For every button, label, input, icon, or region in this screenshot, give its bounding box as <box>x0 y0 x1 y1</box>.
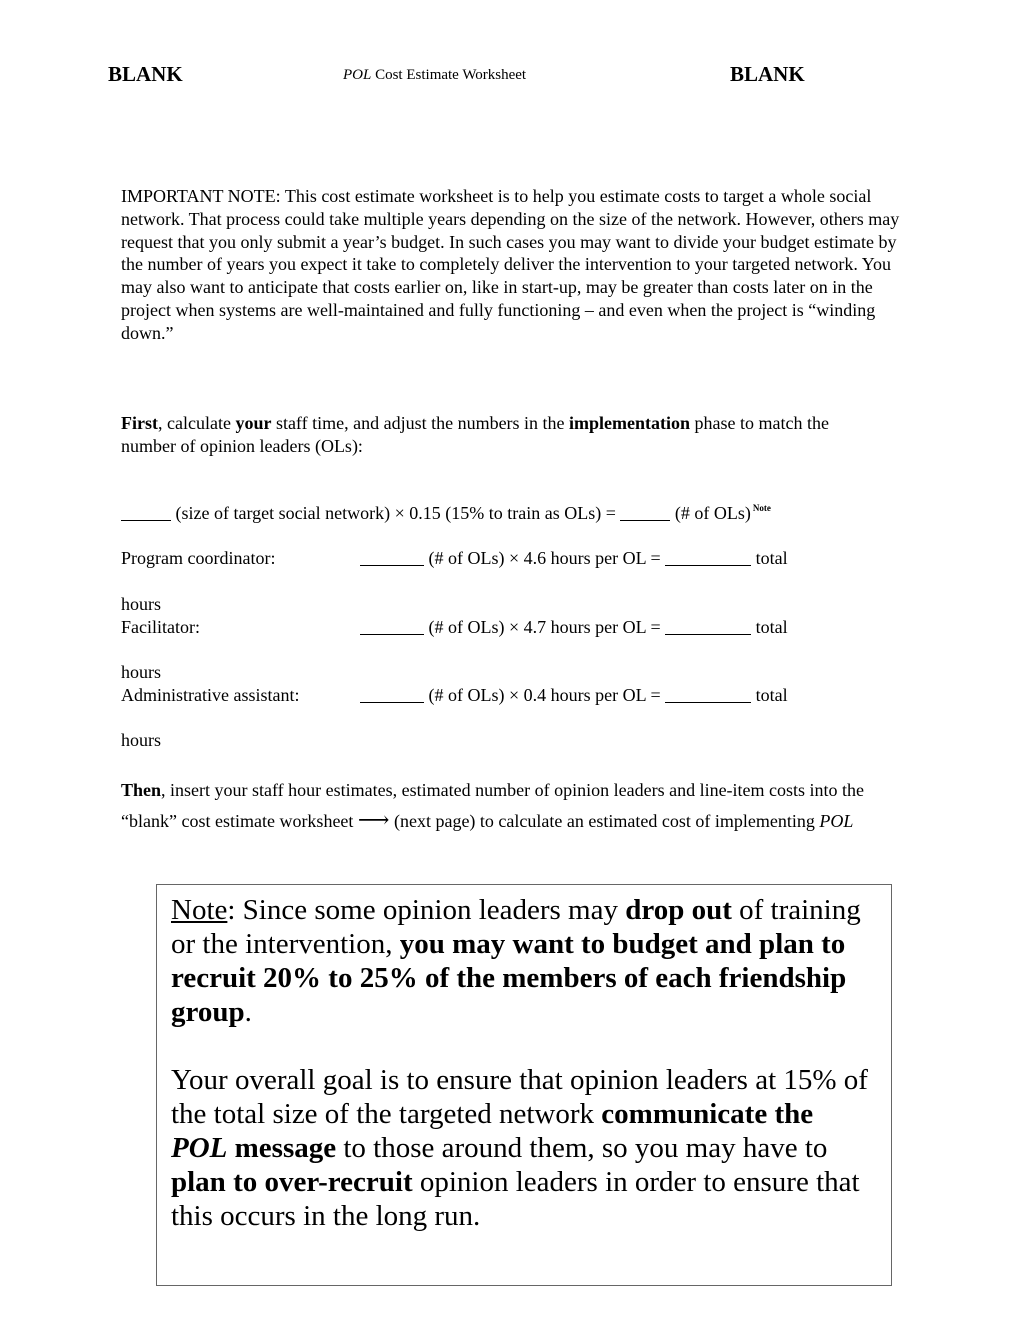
coordinator-formula-text: (# of OLs) × 4.6 hours per OL = <box>428 548 661 568</box>
note-p2-bold-1: communicate the <box>601 1098 814 1130</box>
first-bold-your: your <box>235 413 272 433</box>
network-formula-result-label: (# of OLs) <box>674 503 751 523</box>
network-size-blank[interactable] <box>121 519 171 521</box>
note-p1-bold-1: drop out <box>625 894 732 926</box>
facilitator-formula-text: (# of OLs) × 4.7 hours per OL = <box>428 617 661 637</box>
note-p2-pol: POL <box>171 1132 228 1164</box>
page-title <box>343 67 526 84</box>
facilitator-ols-blank[interactable] <box>360 633 424 635</box>
right-arrow-icon: ⟶ <box>357 807 390 832</box>
hours-label-1: hours <box>121 594 161 614</box>
first-bold: First <box>121 413 158 433</box>
note-p1-text-1: : Since some opinion leaders may <box>227 894 626 926</box>
admin-ols-blank[interactable] <box>360 701 424 703</box>
ols-count-blank[interactable] <box>620 519 670 521</box>
then-pol: POL <box>819 811 854 831</box>
note-paragraph-2 <box>171 1063 876 1233</box>
header-right-blank: BLANK <box>730 62 805 86</box>
facilitator-total-label: total <box>755 617 788 637</box>
admin-total-blank[interactable] <box>665 701 751 703</box>
facilitator-total-blank[interactable] <box>665 633 751 635</box>
first-instructions <box>121 412 881 458</box>
then-text-2: (next page) to calculate an estimated cost of implementing <box>389 811 820 831</box>
first-text-3: phase to match the number of opinion leaders (OLs): <box>121 413 830 456</box>
header-left-blank: BLANK <box>108 62 183 86</box>
staff-formula-admin <box>360 685 788 706</box>
coordinator-total-blank[interactable] <box>665 564 751 566</box>
first-text-1: , calculate <box>157 413 236 433</box>
note-paragraph-1 <box>171 893 876 1029</box>
note-p2-bold-2: message <box>227 1132 337 1164</box>
staff-role-admin: Administrative assistant: <box>121 685 300 705</box>
network-formula <box>121 503 771 524</box>
staff-role-coordinator: Program coordinator: <box>121 548 276 568</box>
staff-formula-coordinator <box>360 548 788 569</box>
network-formula-text: (size of target social network) × 0.15 (15% to train as OLs) = <box>175 503 616 523</box>
hours-label-2: hours <box>121 662 161 682</box>
note-label: Note <box>171 894 228 926</box>
note-p1-text-2: of training or the intervention, <box>171 894 861 960</box>
then-instructions <box>121 776 891 836</box>
coordinator-total-label: total <box>755 548 788 568</box>
note-reference: Note <box>752 503 771 513</box>
note-p1-bold-2: you may want to budget and plan to recruit 20% to 25% of the members of each friendship group <box>171 928 847 1028</box>
note-p2-text-1: Your overall goal is to ensure that opinion leaders at 15% of the total size of the targeted network <box>171 1064 868 1130</box>
then-bold: Then <box>121 780 162 800</box>
staff-formula-facilitator <box>360 617 788 638</box>
note-p2-text-3: opinion leaders in order to ensure that this occurs in the long run. <box>171 1166 860 1232</box>
title-pol: POL <box>343 67 372 83</box>
note-box <box>156 884 892 1286</box>
admin-formula-text: (# of OLs) × 0.4 hours per OL = <box>428 685 661 705</box>
admin-total-label: total <box>755 685 788 705</box>
first-bold-implementation: implementation <box>569 413 691 433</box>
note-p2-text-2: to those around them, so you may have to <box>336 1132 828 1164</box>
important-note: IMPORTANT NOTE: This cost estimate worksheet is to help you estimate costs to target a whole social network. That process could take multiple years depending on the size of the network. However, others may request that you only submit a year’s budget. In such cases you may want to divide your budget estimate by the number of years you expect it take to completely deliver the intervention to your targeted network. You may also want to anticipate that costs earlier on, like in start-up, may be greater than costs later on in the project when systems are well-maintained and fully functioning – and even when the project is “winding down.” <box>121 186 900 343</box>
hours-label-3: hours <box>121 730 161 750</box>
note-p1-text-3: . <box>244 996 252 1028</box>
first-text-2: staff time, and adjust the numbers in the <box>271 413 570 433</box>
staff-role-facilitator: Facilitator: <box>121 617 200 637</box>
then-text-1: , insert your staff hour estimates, estimated number of opinion leaders and line-item costs into the “blank” cost estimate worksheet <box>121 780 865 831</box>
coordinator-ols-blank[interactable] <box>360 564 424 566</box>
title-rest: Cost Estimate Worksheet <box>371 67 527 83</box>
note-p2-bold-3: plan to over-recruit <box>171 1166 413 1198</box>
